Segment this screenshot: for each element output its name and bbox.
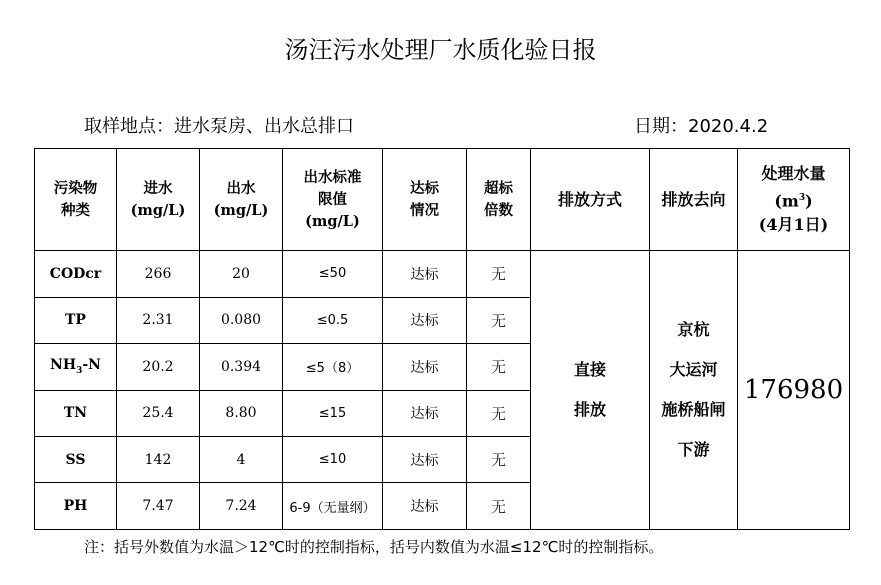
pollutant-name: TP: [35, 297, 117, 343]
limit-value: 6-9（无量纲）: [283, 483, 383, 530]
header-discharge-dest: 排放去向: [650, 149, 738, 251]
header-exceed: 超标 倍数: [467, 149, 531, 251]
status-value: 达标: [383, 483, 467, 530]
influent-value: 142: [117, 437, 200, 483]
exceed-value: 无: [467, 297, 531, 343]
effluent-value: 20: [200, 251, 283, 297]
effluent-value: 7.24: [200, 483, 283, 530]
status-value: 达标: [383, 437, 467, 483]
header-status: 达标 情况: [383, 149, 467, 251]
table-row: [35, 251, 850, 297]
exceed-value: 无: [467, 483, 531, 530]
influent-value: 20.2: [117, 344, 200, 390]
limit-value: ≤0.5: [283, 297, 383, 343]
limit-value: ≤10: [283, 437, 383, 483]
influent-value: 266: [117, 251, 200, 297]
header-influent: 进水 (mg/L): [117, 149, 200, 251]
effluent-value: 4: [200, 437, 283, 483]
status-value: 达标: [383, 251, 467, 297]
pollutant-name: CODcr: [35, 251, 117, 297]
pollutant-name: PH: [35, 483, 117, 530]
pollutant-name: SS: [35, 437, 117, 483]
treated-volume: 176980: [738, 251, 850, 530]
discharge-dest-cell: 京杭 大运河 施桥船闸 下游: [650, 251, 738, 530]
influent-value: 2.31: [117, 297, 200, 343]
status-value: 达标: [383, 344, 467, 390]
discharge-method-cell: 直接 排放: [531, 251, 650, 530]
footnote: 注：括号外数值为水温＞12℃时的控制指标，括号内数值为水温≤12℃时的控制指标。: [84, 538, 664, 556]
header-volume: 处理水量 $(m^3)$ (4月1日): [738, 149, 850, 251]
header-limit: 出水标准 限值 (mg/L): [283, 149, 383, 251]
exceed-value: 无: [467, 344, 531, 390]
limit-value: ≤50: [283, 251, 383, 297]
exceed-value: 无: [467, 390, 531, 436]
status-value: 达标: [383, 297, 467, 343]
pollutant-name: $NH_3-N$: [35, 344, 117, 390]
effluent-value: 0.394: [200, 344, 283, 390]
header-effluent: 出水 (mg/L): [200, 149, 283, 251]
water-quality-table: [34, 148, 850, 530]
influent-value: 7.47: [117, 483, 200, 530]
sampling-site: 取样地点：进水泵房、出水总排口: [84, 116, 354, 137]
status-value: 达标: [383, 390, 467, 436]
exceed-value: 无: [467, 251, 531, 297]
header-pollutant: 污染物 种类: [35, 149, 117, 251]
report-title: 汤汪污水处理厂水质化验日报: [284, 36, 597, 64]
effluent-value: 8.80: [200, 390, 283, 436]
exceed-value: 无: [467, 437, 531, 483]
effluent-value: 0.080: [200, 297, 283, 343]
table-header-row: [35, 149, 850, 251]
influent-value: 25.4: [117, 390, 200, 436]
pollutant-name: TN: [35, 390, 117, 436]
header-discharge-method: 排放方式: [531, 149, 650, 251]
report-date: 日期：2020.4.2: [634, 116, 769, 137]
limit-value: ≤5（8）: [283, 344, 383, 390]
limit-value: ≤15: [283, 390, 383, 436]
